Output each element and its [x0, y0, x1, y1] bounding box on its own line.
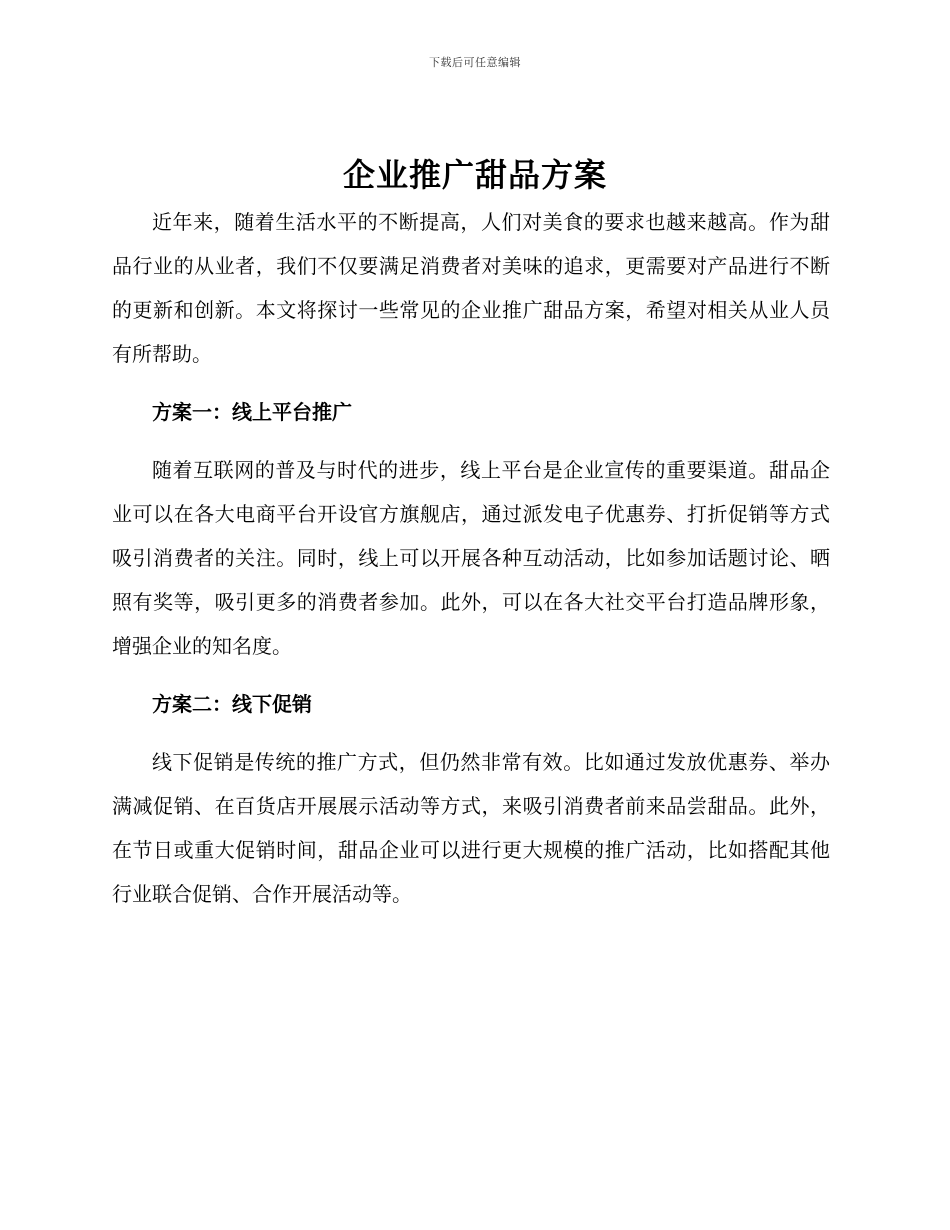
section-body-online: 随着互联网的普及与时代的进步，线上平台是企业宣传的重要渠道。甜品企业可以在各大电商平台开设官方旗舰店，通过派发电子优惠券、打折促销等方式吸引消费者的关注。同时，线上可以开展各种互动活动，比如参加话题讨论、晒照有奖等，吸引更多的消费者参加。此外，可以在各大社交平台打造品牌形象，增强企业的知名度。 — [112, 458, 830, 658]
intro-paragraph: 近年来，随着生活水平的不断提高，人们对美食的要求也越来越高。作为甜品行业的从业者，我们不仅要满足消费者对美味的追求，更需要对产品进行不断的更新和创新。本文将探讨一些常见的企业推广甜品方案，希望对相关从业人员有所帮助。 — [112, 210, 830, 366]
section-heading-online: 方案一：线上平台推广 — [152, 400, 352, 424]
section-body-offline: 线下促销是传统的推广方式，但仍然非常有效。比如通过发放优惠券、举办满减促销、在百货店开展展示活动等方式，来吸引消费者前来品尝甜品。此外，在节日或重大促销时间，甜品企业可以进行更大规模的推广活动，比如搭配其他行业联合促销、合作开展活动等。 — [112, 750, 830, 906]
document-body — [112, 200, 830, 916]
document-title: 企业推广甜品方案 — [342, 156, 607, 194]
header-note: 下载后可任意编辑 — [429, 56, 521, 69]
section-heading-offline: 方案二：线下促销 — [152, 692, 312, 716]
